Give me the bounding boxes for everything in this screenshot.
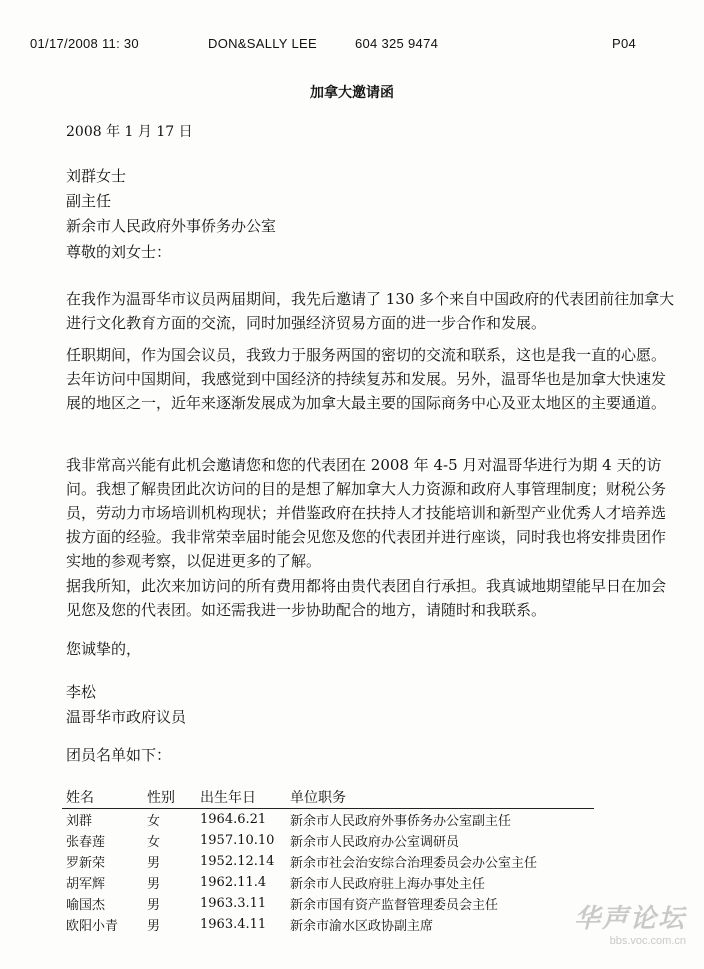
member-gender: 男 (147, 877, 161, 892)
members-title: 团员名单如下： (66, 746, 172, 764)
forum-watermark (574, 898, 686, 947)
recipient-block (66, 164, 276, 239)
header-gender: 性别 (143, 787, 196, 809)
member-birthdate: 1962.11.4 (200, 875, 267, 890)
member-position: 新余市人民政府办公室调研员 (290, 835, 460, 850)
member-position: 新余市人民政府外事侨务办公室副主任 (290, 814, 512, 829)
signer-title: 温哥华市政府议员 (66, 708, 187, 726)
members-table (62, 787, 594, 935)
recipient-title: 副主任 (66, 192, 112, 210)
salutation: 尊敬的刘女士： (66, 243, 172, 261)
fax-page-number: P04 (612, 36, 637, 51)
letter-date: 2008 年 1 月 17 日 (66, 124, 193, 140)
member-name: 罗新荣 (66, 856, 106, 871)
members-header-row (62, 787, 594, 809)
table-row (62, 893, 594, 914)
paragraph-2: 任职期间，作为国会议员，我致力于服务两国的密切的交流和联系，这也是我一直的心愿。去年访问中国期间，我感觉到中国经济的持续复苏和发展。另外，温哥华也是加拿大快速发展的地区之一，近年来逐渐发展成为加拿大最主要的国际商务中心及亚太地区的主要通道。 (66, 346, 667, 412)
header-name: 姓名 (62, 787, 143, 809)
member-name: 胡军辉 (66, 877, 106, 892)
member-gender: 男 (147, 919, 161, 934)
member-position: 新余市国有资产监督管理委员会主任 (290, 898, 499, 913)
member-name: 刘群 (66, 814, 93, 829)
paragraph-1: 在我作为温哥华市议员两届期间，我先后邀请了 130 多个来自中国政府的代表团前往加拿大进行文化教育方面的交流，同时加强经济贸易方面的进一步合作和发展。 (66, 290, 675, 332)
member-birthdate: 1957.10.10 (200, 833, 275, 848)
watermark-url: bbs.voc.com.cn (609, 935, 686, 947)
member-birthdate: 1963.3.11 (200, 896, 267, 911)
member-gender: 女 (147, 814, 161, 829)
member-birthdate: 1964.6.21 (200, 812, 267, 827)
signer-name: 李松 (66, 683, 97, 701)
closing: 您诚挚的， (66, 640, 142, 658)
document-title: 加拿大邀请函 (310, 85, 394, 101)
fax-date-time: 01/17/2008 11: 30 (30, 36, 139, 51)
fax-sender: DON&SALLY LEE (208, 36, 317, 51)
table-row (62, 809, 594, 831)
header-position: 单位职务 (286, 787, 594, 809)
signature-block (66, 680, 186, 730)
member-gender: 男 (147, 898, 161, 913)
recipient-name: 刘群女士 (66, 167, 127, 185)
member-birthdate: 1952.12.14 (200, 854, 275, 869)
fax-phone: 604 325 9474 (355, 36, 439, 51)
member-name: 张春莲 (66, 835, 106, 850)
table-row (62, 830, 594, 851)
recipient-organization: 新余市人民政府外事侨务办公室 (66, 217, 277, 235)
member-position: 新余市人民政府驻上海办事处主任 (290, 877, 486, 892)
paragraph-3: 我非常高兴能有此机会邀请您和您的代表团在 2008 年 4-5 月对温哥华进行为期 4 天的访问。我想了解贵团此次访问的目的是想了解加拿大人力资源和政府人事管理制度；财税公务员，劳动力市场培训机构现状；并借鉴政府在扶持人才技能培训和新型产业优秀人才培养选拔方面的经验。我非常荣幸届时能会见您及您的代表团并进行座谈，同时我也将安排贵团作实地的参观考察，以促进更多的了解。 (66, 456, 667, 570)
member-gender: 男 (147, 856, 161, 871)
table-row (62, 851, 594, 872)
member-name: 欧阳小青 (66, 919, 119, 934)
member-birthdate: 1963.4.11 (200, 917, 267, 932)
header-birthdate: 出生年日 (196, 787, 286, 809)
member-position: 新余市社会治安综合治理委员会办公室主任 (290, 856, 538, 871)
table-row (62, 872, 594, 893)
watermark-text: 华声论坛 (573, 904, 686, 934)
member-gender: 女 (147, 835, 161, 850)
member-name: 喻国杰 (66, 898, 106, 913)
member-position: 新余市渝水区政协副主席 (290, 919, 434, 934)
table-row (62, 914, 594, 935)
paragraph-4: 据我所知，此次来加访问的所有费用都将由贵代表团自行承担。我真诚地期望能早日在加会见您及您的代表团。如还需我进一步协助配合的地方，请随时和我联系。 (66, 577, 667, 619)
